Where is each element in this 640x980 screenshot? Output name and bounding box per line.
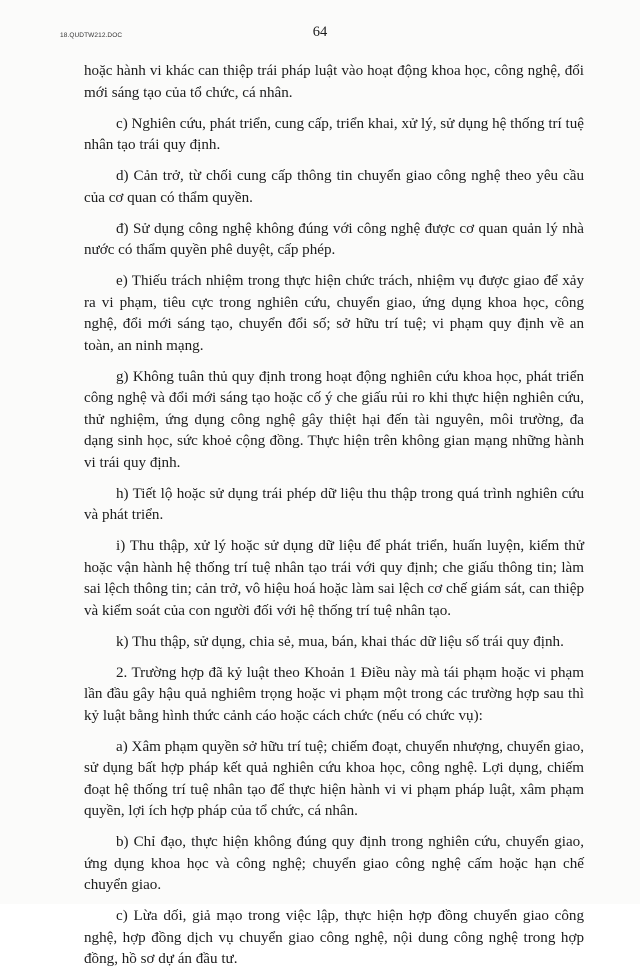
paragraph-item-c: c) Nghiên cứu, phát triển, cung cấp, triển khai, xử lý, sử dụng hệ thống trí tuệ nhân tạo trái quy định.	[84, 115, 584, 153]
paragraph-item-k: k) Thu thập, sử dụng, chia sẻ, mua, bán, khai thác dữ liệu số trái quy định.	[116, 633, 564, 650]
paragraph-continuation: hoặc hành vi khác can thiệp trái pháp luật vào hoạt động khoa học, công nghệ, đổi mới sáng tạo của tổ chức, cá nhân.	[84, 63, 584, 101]
document-body	[84, 61, 584, 980]
paragraph-item-d: d) Cản trở, từ chối cung cấp thông tin chuyển giao công nghệ theo yêu cầu của cơ quan có thẩm quyền.	[84, 168, 584, 206]
paragraph-item-i: i) Thu thập, xử lý hoặc sử dụng dữ liệu để phát triển, huấn luyện, kiểm thử hoặc vận hành hệ thống trí tuệ nhân tạo trái với quy định; che giấu thông tin; làm sai lệch thông tin; cản trở, vô hiệu hoá hoặc làm sai lệch cơ chế giám sát, can thiệp và kiểm soát của con người đối với hệ thống trí tuệ nhân tạo.	[84, 538, 584, 619]
paragraph-item-a: a) Xâm phạm quyền sở hữu trí tuệ; chiếm đoạt, chuyển nhượng, chuyển giao, sử dụng bất hợp pháp kết quả nghiên cứu khoa học, công nghệ. Lợi dụng, chiếm đoạt hệ thống trí tuệ nhân tạo để thực hiện hành vi vi phạm pháp luật, xâm phạm quyền, lợi ích hợp pháp của tổ chức, cá nhân.	[84, 738, 584, 819]
paragraph-item-c2: c) Lừa dối, giả mạo trong việc lập, thực hiện hợp đồng chuyển giao công nghệ, hợp đồng dịch vụ chuyển giao công nghệ, nội dung công nghệ trong hợp đồng, hồ sơ dự án đầu tư.	[84, 908, 584, 967]
document-code: 18.QUDTW212.DOC	[60, 32, 123, 39]
paragraph-section-2: 2. Trường hợp đã kỷ luật theo Khoản 1 Điều này mà tái phạm hoặc vi phạm lần đầu gây hậu quả nghiêm trọng hoặc vi phạm một trong các trường hợp sau thì kỷ luật bằng hình thức cảnh cáo hoặc cách chức (nếu có chức vụ):	[84, 664, 584, 724]
page-number: 64	[312, 24, 328, 40]
paragraph-item-dd: đ) Sử dụng công nghệ không đúng với công nghệ được cơ quan quản lý nhà nước có thẩm quyền phê duyệt, cấp phép.	[84, 220, 584, 258]
paragraph-item-g: g) Không tuân thủ quy định trong hoạt động nghiên cứu khoa học, phát triển công nghệ và đổi mới sáng tạo hoặc cố ý che giấu rủi ro khi thực hiện nghiên cứu, thử nghiệm, ứng dụng công nghệ gây thiệt hại đến tài nguyên, môi trường, đa dạng sinh học, sức khoẻ cộng đồng. Thực hiện trên không gian mạng những hành vi trái quy định.	[84, 368, 584, 471]
paragraph-item-h: h) Tiết lộ hoặc sử dụng trái phép dữ liệu thu thập trong quá trình nghiên cứu và phát triển.	[84, 485, 584, 523]
paragraph-item-e: e) Thiếu trách nhiệm trong thực hiện chức trách, nhiệm vụ được giao để xảy ra vi phạm, tiêu cực trong nghiên cứu, chuyển giao, ứng dụng khoa học, công nghệ, đổi mới sáng tạo, chuyển đổi số; sở hữu trí tuệ; vi phạm quy định về an toàn, an ninh mạng.	[84, 273, 584, 354]
paragraph-item-b: b) Chỉ đạo, thực hiện không đúng quy định trong nghiên cứu, chuyển giao, ứng dụng khoa học và công nghệ; chuyển giao công nghệ cấm hoặc hạn chế chuyển giao.	[84, 834, 584, 893]
